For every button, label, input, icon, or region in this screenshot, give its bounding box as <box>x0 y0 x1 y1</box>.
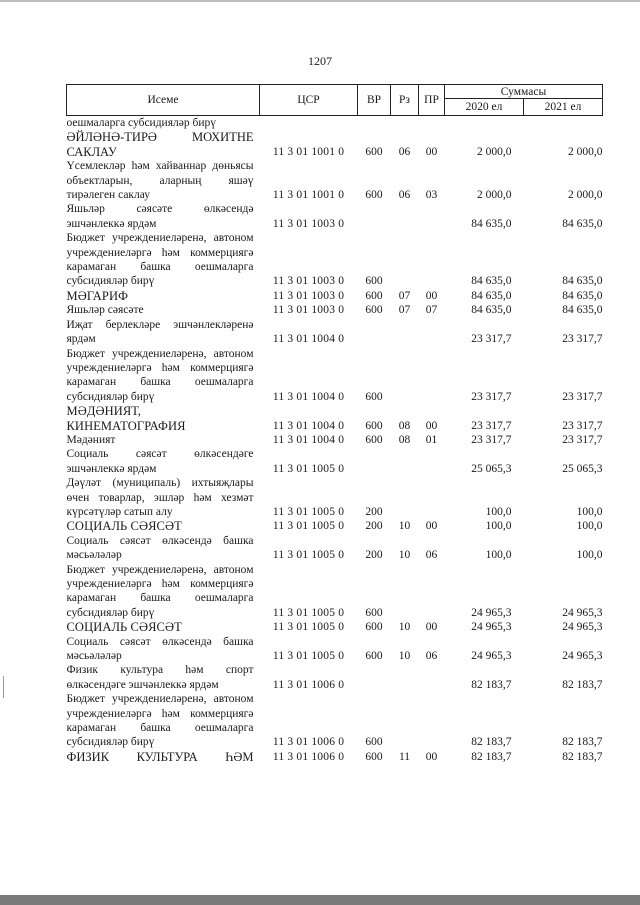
row-vr: 200 <box>365 505 383 518</box>
row-pr <box>419 563 445 621</box>
row-rz <box>391 563 419 621</box>
table-row <box>67 635 603 664</box>
row-amount-2021: 23 317,7 <box>562 419 603 432</box>
row-csr: 11 3 01 1005 0 <box>272 606 345 619</box>
row-pr <box>419 231 445 289</box>
row-pr: 06 <box>425 650 438 663</box>
row-vr: 600 <box>365 736 383 749</box>
table-row <box>67 202 603 231</box>
row-vr <box>358 116 391 131</box>
row-amount-2020: 100,0 <box>485 505 512 518</box>
table-row <box>67 231 603 289</box>
row-name: МӘДӘНИЯТ, КИНЕМАТОГРАФИЯ <box>66 404 186 433</box>
row-amount-2021: 24 965,3 <box>562 606 603 619</box>
row-amount-2020: 100,0 <box>485 549 512 562</box>
row-rz <box>391 347 419 405</box>
row-vr: 600 <box>365 419 383 432</box>
row-pr <box>419 663 445 692</box>
table-row <box>67 447 603 476</box>
header-csr: ЦСР <box>260 85 358 116</box>
row-amount-2020: 84 635,0 <box>471 289 512 302</box>
row-name: оешмаларга субсидияләр бирү <box>66 117 216 129</box>
row-csr: 11 3 01 1005 0 <box>272 462 345 475</box>
row-vr: 600 <box>365 650 383 663</box>
row-pr <box>419 116 445 131</box>
row-csr: 11 3 01 1003 0 <box>272 304 345 317</box>
row-name: Физик культура һәм спорт өлкәсендәге эшчәнлеккә ярдәм <box>66 664 254 691</box>
row-vr <box>358 202 391 231</box>
row-amount-2021: 100,0 <box>576 505 603 518</box>
row-amount-2020: 25 065,3 <box>471 462 512 475</box>
table-row <box>67 750 603 764</box>
row-pr: 00 <box>425 520 438 533</box>
row-amount-2021: 2 000,0 <box>568 145 603 158</box>
row-csr: 11 3 01 1004 0 <box>272 419 345 432</box>
row-amount-2020: 2 000,0 <box>477 189 512 202</box>
row-csr: 11 3 01 1004 0 <box>272 390 345 403</box>
row-csr: 11 3 01 1005 0 <box>272 650 345 663</box>
header-vr: ВР <box>358 85 391 116</box>
row-name: Социаль сәясәт өлкәсендә башка мәсьәләләр <box>66 635 254 663</box>
row-vr: 600 <box>365 275 383 288</box>
row-amount-2020: 100,0 <box>485 520 512 533</box>
row-rz <box>391 202 419 231</box>
row-name: Иҗат берлекләре эшчәнлекләренә ярдәм <box>66 318 254 346</box>
row-amount-2021: 23 317,7 <box>562 433 603 446</box>
row-amount-2021: 23 317,7 <box>562 333 603 346</box>
row-rz: 07 <box>398 304 411 317</box>
row-csr: 11 3 01 1006 0 <box>272 736 345 749</box>
row-pr: 00 <box>425 419 438 432</box>
row-vr: 600 <box>365 189 383 202</box>
row-vr: 600 <box>365 390 383 403</box>
row-amount-2020: 82 183,7 <box>471 678 512 691</box>
row-pr: 00 <box>425 750 438 763</box>
row-amount-2020: 23 317,7 <box>471 333 512 346</box>
row-pr: 00 <box>425 145 438 158</box>
row-amount-2020 <box>445 116 524 131</box>
row-amount-2020: 84 635,0 <box>471 304 512 317</box>
row-amount-2021: 23 317,7 <box>562 390 603 403</box>
row-pr <box>419 347 445 405</box>
row-name: Бюджет учреждениеләренә, автоном учреждениеләргә һәм коммерциягә карамаган башка оешмаларга субсидияләр бирү <box>66 232 254 288</box>
row-vr <box>358 663 391 692</box>
row-rz: 08 <box>398 433 411 446</box>
row-rz <box>391 663 419 692</box>
row-amount-2021: 100,0 <box>576 520 603 533</box>
row-amount-2020: 84 635,0 <box>471 217 512 230</box>
row-csr: 11 3 01 1005 0 <box>272 549 345 562</box>
header-year-2021: 2021 ел <box>524 99 603 116</box>
row-amount-2021: 2 000,0 <box>568 189 603 202</box>
row-rz <box>391 447 419 476</box>
row-name: Социаль сәясәт өлкәсендәге эшчәнлеккә ярдәм <box>66 448 254 475</box>
row-name: Мәдәният <box>66 433 116 446</box>
row-vr: 600 <box>365 304 383 317</box>
row-amount-2021: 82 183,7 <box>562 736 603 749</box>
row-name: ӘЙЛӘНӘ-ТИРӘ МОХИТНЕ САКЛАУ <box>66 130 254 159</box>
row-amount-2021 <box>524 116 603 131</box>
scan-top-edge <box>0 0 640 2</box>
table-row <box>67 289 603 303</box>
row-rz: 10 <box>398 621 411 634</box>
row-vr: 600 <box>365 145 383 158</box>
row-name: МӘГАРИФ <box>66 288 129 303</box>
row-pr: 03 <box>425 189 438 202</box>
row-csr: 11 3 01 1005 0 <box>272 505 345 518</box>
row-csr: 11 3 01 1004 0 <box>272 333 345 346</box>
row-rz: 07 <box>398 289 411 302</box>
row-name: Яшьләр сәясәте <box>66 304 144 317</box>
row-rz: 11 <box>398 750 411 763</box>
row-pr <box>419 202 445 231</box>
row-amount-2021: 84 635,0 <box>562 304 603 317</box>
row-rz <box>391 476 419 519</box>
row-vr: 600 <box>365 289 383 302</box>
row-amount-2021: 82 183,7 <box>562 750 603 763</box>
header-sums: Суммасы <box>445 85 603 99</box>
row-vr: 600 <box>365 621 383 634</box>
row-pr <box>419 692 445 750</box>
row-vr: 600 <box>365 433 383 446</box>
page-number: 1207 <box>308 54 332 68</box>
row-csr: 11 3 01 1001 0 <box>272 189 345 202</box>
row-rz: 10 <box>398 549 411 562</box>
table-row <box>67 620 603 634</box>
row-vr: 200 <box>365 549 383 562</box>
table-row <box>67 116 603 131</box>
table-row <box>67 519 603 533</box>
row-rz <box>391 116 419 131</box>
row-rz: 06 <box>398 189 411 202</box>
row-vr: 200 <box>365 520 383 533</box>
row-name: Бюджет учреждениеләренә, автоном учреждениеләргә һәм коммерциягә карамаган башка оешмаларга субсидияләр бирү <box>66 693 254 749</box>
table-row <box>67 563 603 621</box>
row-amount-2020: 84 635,0 <box>471 275 512 288</box>
table-header <box>67 85 603 116</box>
row-name: ФИЗИК КУЛЬТУРА ҺӘМ <box>66 749 254 764</box>
row-csr: 11 3 01 1005 0 <box>272 621 345 634</box>
row-rz <box>391 318 419 347</box>
row-name: Яшьләр сәясәте өлкәсендә эшчәнлеккә ярдәм <box>66 203 254 230</box>
row-amount-2021: 84 635,0 <box>562 217 603 230</box>
row-amount-2021: 84 635,0 <box>562 289 603 302</box>
row-csr: 11 3 01 1003 0 <box>272 289 345 302</box>
row-pr: 01 <box>425 433 438 446</box>
row-pr: 06 <box>425 549 438 562</box>
row-vr: 600 <box>365 606 383 619</box>
row-amount-2020: 24 965,3 <box>471 606 512 619</box>
row-csr <box>260 116 358 131</box>
row-amount-2020: 82 183,7 <box>471 736 512 749</box>
row-csr: 11 3 01 1006 0 <box>272 750 345 763</box>
row-csr: 11 3 01 1005 0 <box>272 520 345 533</box>
table-row <box>67 534 603 563</box>
row-pr: 07 <box>425 304 438 317</box>
row-vr <box>358 447 391 476</box>
row-amount-2020: 24 965,3 <box>471 650 512 663</box>
row-amount-2021: 25 065,3 <box>562 462 603 475</box>
scan-bottom-edge <box>0 895 640 905</box>
table-row <box>67 663 603 692</box>
row-vr <box>358 318 391 347</box>
row-rz: 10 <box>398 520 411 533</box>
budget-table-wrapper <box>66 84 602 764</box>
row-rz <box>391 692 419 750</box>
row-amount-2020: 23 317,7 <box>471 433 512 446</box>
row-amount-2021: 100,0 <box>576 549 603 562</box>
row-rz: 10 <box>398 650 411 663</box>
budget-table <box>66 84 603 764</box>
table-row <box>67 303 603 317</box>
row-rz: 08 <box>398 419 411 432</box>
table-row <box>67 318 603 347</box>
table-row <box>67 404 603 433</box>
row-pr <box>419 447 445 476</box>
row-csr: 11 3 01 1003 0 <box>272 275 345 288</box>
header-year-2020: 2020 ел <box>445 99 524 116</box>
row-pr: 00 <box>425 621 438 634</box>
row-pr: 00 <box>425 289 438 302</box>
row-amount-2020: 24 965,3 <box>471 621 512 634</box>
row-name: Бюджет учреждениеләренә, автоном учреждениеләргә һәм коммерциягә карамаган башка оешмаларга субсидияләр бирү <box>66 347 254 403</box>
row-amount-2020: 23 317,7 <box>471 419 512 432</box>
row-pr <box>419 476 445 519</box>
table-row <box>67 130 603 159</box>
table-row <box>67 476 603 519</box>
table-row <box>67 692 603 750</box>
table-row <box>67 159 603 202</box>
row-amount-2020: 23 317,7 <box>471 390 512 403</box>
table-body <box>67 116 603 765</box>
row-name: Социаль сәясәт өлкәсендә башка мәсьәләләр <box>66 534 254 562</box>
row-name: Үсемлекләр һәм хайваннар дөньясы объектларын, аларның яшәү тирәлеген саклау <box>66 160 254 202</box>
row-amount-2020: 2 000,0 <box>477 145 512 158</box>
row-csr: 11 3 01 1004 0 <box>272 433 345 446</box>
row-amount-2020: 82 183,7 <box>471 750 512 763</box>
row-csr: 11 3 01 1001 0 <box>272 145 345 158</box>
row-pr <box>419 318 445 347</box>
row-vr: 600 <box>365 750 383 763</box>
table-row <box>67 433 603 447</box>
row-name: Дәүләт (муниципаль) ихтыяҗлары өчен товарлар, эшләр һәм хезмәт күрсәтүләр сатып алу <box>66 477 254 518</box>
header-pr: ПР <box>419 85 445 116</box>
row-name: СОЦИАЛЬ СӘЯСӘТ <box>66 620 182 635</box>
row-amount-2021: 24 965,3 <box>562 621 603 634</box>
row-rz <box>391 231 419 289</box>
row-amount-2021: 84 635,0 <box>562 275 603 288</box>
row-csr: 11 3 01 1003 0 <box>272 217 345 230</box>
row-amount-2021: 24 965,3 <box>562 650 603 663</box>
row-amount-2021: 82 183,7 <box>562 678 603 691</box>
row-rz: 06 <box>398 145 411 158</box>
header-name: Исеме <box>67 85 260 116</box>
header-rz: Рз <box>391 85 419 116</box>
scan-margin-mark <box>3 676 4 698</box>
row-name: Бюджет учреждениеләренә, автоном учреждениеләргә һәм коммерциягә карамаган башка оешмаларга субсидияләр бирү <box>66 563 254 619</box>
row-csr: 11 3 01 1006 0 <box>272 678 345 691</box>
row-name: СОЦИАЛЬ СӘЯСӘТ <box>66 519 182 534</box>
table-row <box>67 347 603 405</box>
